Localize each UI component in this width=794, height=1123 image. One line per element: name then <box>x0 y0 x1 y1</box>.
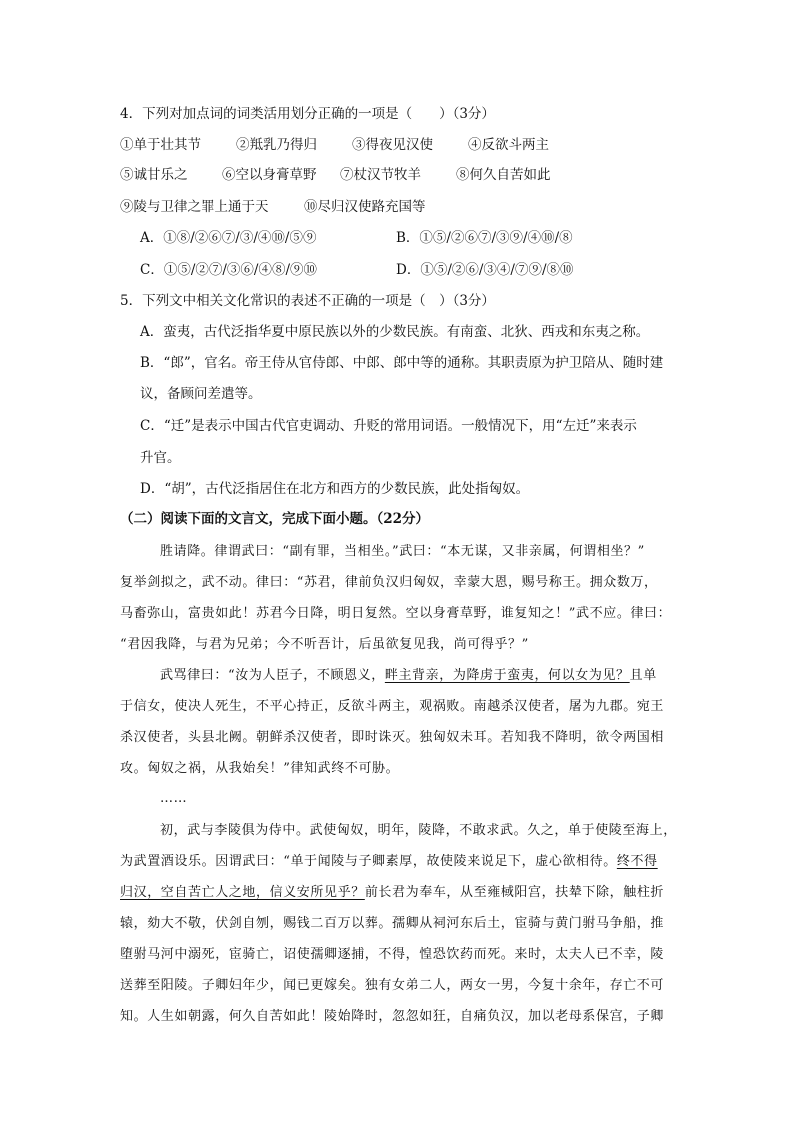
passage-p1-line-3: 马畜弥山，富贵如此！苏君今日降，明日复然。空以身膏草野，谁复知之！”武不应。律曰： <box>120 606 672 621</box>
q5-option-c-line-1: C．“迁”是表示中国古代官吏调动、升贬的常用词语。一般情况下，用“左迁”来表示 <box>140 418 637 434</box>
q4-item-6: ⑥空以身膏草野 <box>222 167 317 183</box>
q5-option-c-line-2: 升官。 <box>140 450 181 466</box>
q4-item-10: ⑩尽归汉使路充国等 <box>304 199 426 215</box>
q4-stem: 4．下列对加点词的词类活用划分正确的一项是（ ）（3分） <box>120 106 495 122</box>
passage-p3-line-4: 辕，劾大不敬，伏剑自刎，赐钱二百万以葬。孺卿从祠河东后土，宦骑与黄门驸马争船，推 <box>120 916 665 931</box>
passage-p2-line-4: 攻。匈奴之祸，从我始矣！”律知武终不可胁。 <box>120 761 400 776</box>
passage-p3-line-5: 堕驸马河中溺死，宦骑亡，诏使孺卿逐捕，不得，惶恐饮药而死。来时，太夫人已不幸，陵 <box>120 947 665 962</box>
passage-p3-line-3 <box>120 884 664 902</box>
passage-p3-line-2 <box>120 853 658 871</box>
passage-p3-underlined-end: 归汉，空自苦亡人之地，信义安所见乎？ <box>120 885 365 900</box>
passage-p3-line-1: 初，武与李陵俱为侍中。武使匈奴，明年，陵降，不敢求武。久之，单于使陵至海上， <box>160 823 677 838</box>
passage-p1-line-4: “君因我降，与君为兄弟；今不听吾计，后虽欲复见我，尚可得乎？” <box>120 637 529 652</box>
passage-p2-text: 武骂律曰：“汝为人臣子，不顾恩义， <box>160 668 385 683</box>
q4-option-b: B．①⑤/②⑥⑦/③⑨/④⑩/⑧ <box>396 230 573 246</box>
q4-items-row-1 <box>120 136 680 154</box>
q4-item-9: ⑨陵与卫律之罪上通于天 <box>120 199 269 215</box>
q5-stem: 5．下列文中相关文化常识的表述不正确的一项是（ ）（3分） <box>120 293 495 309</box>
q5-option-d: D．“胡”，古代泛指居住在北方和西方的少数民族，此处指匈奴。 <box>140 481 530 497</box>
section-heading: （二）阅读下面的文言文，完成下面小题。（22分） <box>120 511 430 527</box>
passage-p3-line-6: 送葬至阳陵。子卿妇年少，闻已更嫁矣。独有女弟二人，两女一男，今复十余年，存亡不可 <box>120 978 665 993</box>
q4-item-5: ⑤诚甘乐之 <box>120 167 188 183</box>
q5-option-b-line-1: B．“郎”，官名。帝王侍从官侍郎、中郎、郎中等的通称。其职责原为护卫陪从、随时建 <box>140 355 664 371</box>
passage-p3-line-7: 知。人生如朝露，何久自苦如此！陵始降时，忽忽如狂，自痛负汉，加以老母系保宫，子卿 <box>120 1009 665 1024</box>
q4-option-d: D．①⑤/②⑥/③④/⑦⑨/⑧⑩ <box>396 262 574 278</box>
q4-option-a: A．①⑧/②⑥⑦/③/④⑩/⑤⑨ <box>140 230 317 246</box>
q4-item-8: ⑧何久自苦如此 <box>456 167 551 183</box>
passage-p3-text: 为武置酒设乐。因谓武曰：“单于闻陵与子卿素厚，故使陵来说足下，虚心欲相待。 <box>120 854 617 869</box>
q5-option-a: A．蛮夷，古代泛指华夏中原民族以外的少数民族。有南蛮、北狄、西戎和东夷之称。 <box>140 324 650 340</box>
passage-p1-line-1: 胜请降。律谓武曰：“副有罪，当相坐。”武曰：“本无谋，又非亲属，何谓相坐？” <box>160 544 645 559</box>
q4-item-1: ①单于壮其节 <box>120 137 201 153</box>
passage-p2-text-tail: 且单 <box>629 668 657 683</box>
q4-items-row-3 <box>120 198 680 216</box>
passage-p2-underlined-sentence: 畔主背亲，为降虏于蛮夷，何以女为见？ <box>384 668 630 683</box>
q5-option-b-line-2: 议，备顾问差遣等。 <box>140 386 262 402</box>
q4-item-7: ⑦杖汉节牧羊 <box>340 167 421 183</box>
passage-p2-line-3: 杀汉使者，头县北阙。朝鲜杀汉使者，即时诛灭。独匈奴未耳。若知我不降明，欲令两国相 <box>120 730 665 745</box>
passage-p3-underlined-start: 终不得 <box>616 854 658 869</box>
passage-p1-line-2: 复举剑拟之，武不动。律曰：“苏君，律前负汉归匈奴，幸蒙大恩，赐号称王。拥众数万， <box>120 575 658 590</box>
q4-items-row-2 <box>120 166 680 184</box>
passage-p3-text-tail: 前长君为奉车，从至雍棫阳宫，扶辇下除，触柱折 <box>364 885 665 900</box>
passage-p2-line-2: 于信女，使决人死生，不平心持正，反欲斗两主，观祸败。南越杀汉使者，屠为九郡。宛王 <box>120 699 665 714</box>
passage-p2-line-1 <box>160 667 657 685</box>
passage-ellipsis: …… <box>160 791 188 806</box>
q4-item-2: ②羝乳乃得归 <box>236 137 317 153</box>
q4-item-4: ④反欲斗两主 <box>468 137 549 153</box>
q4-option-c: C．①⑤/②⑦/③⑥/④⑧/⑨⑩ <box>140 262 318 278</box>
q4-item-3: ③得夜见汉使 <box>352 137 433 153</box>
